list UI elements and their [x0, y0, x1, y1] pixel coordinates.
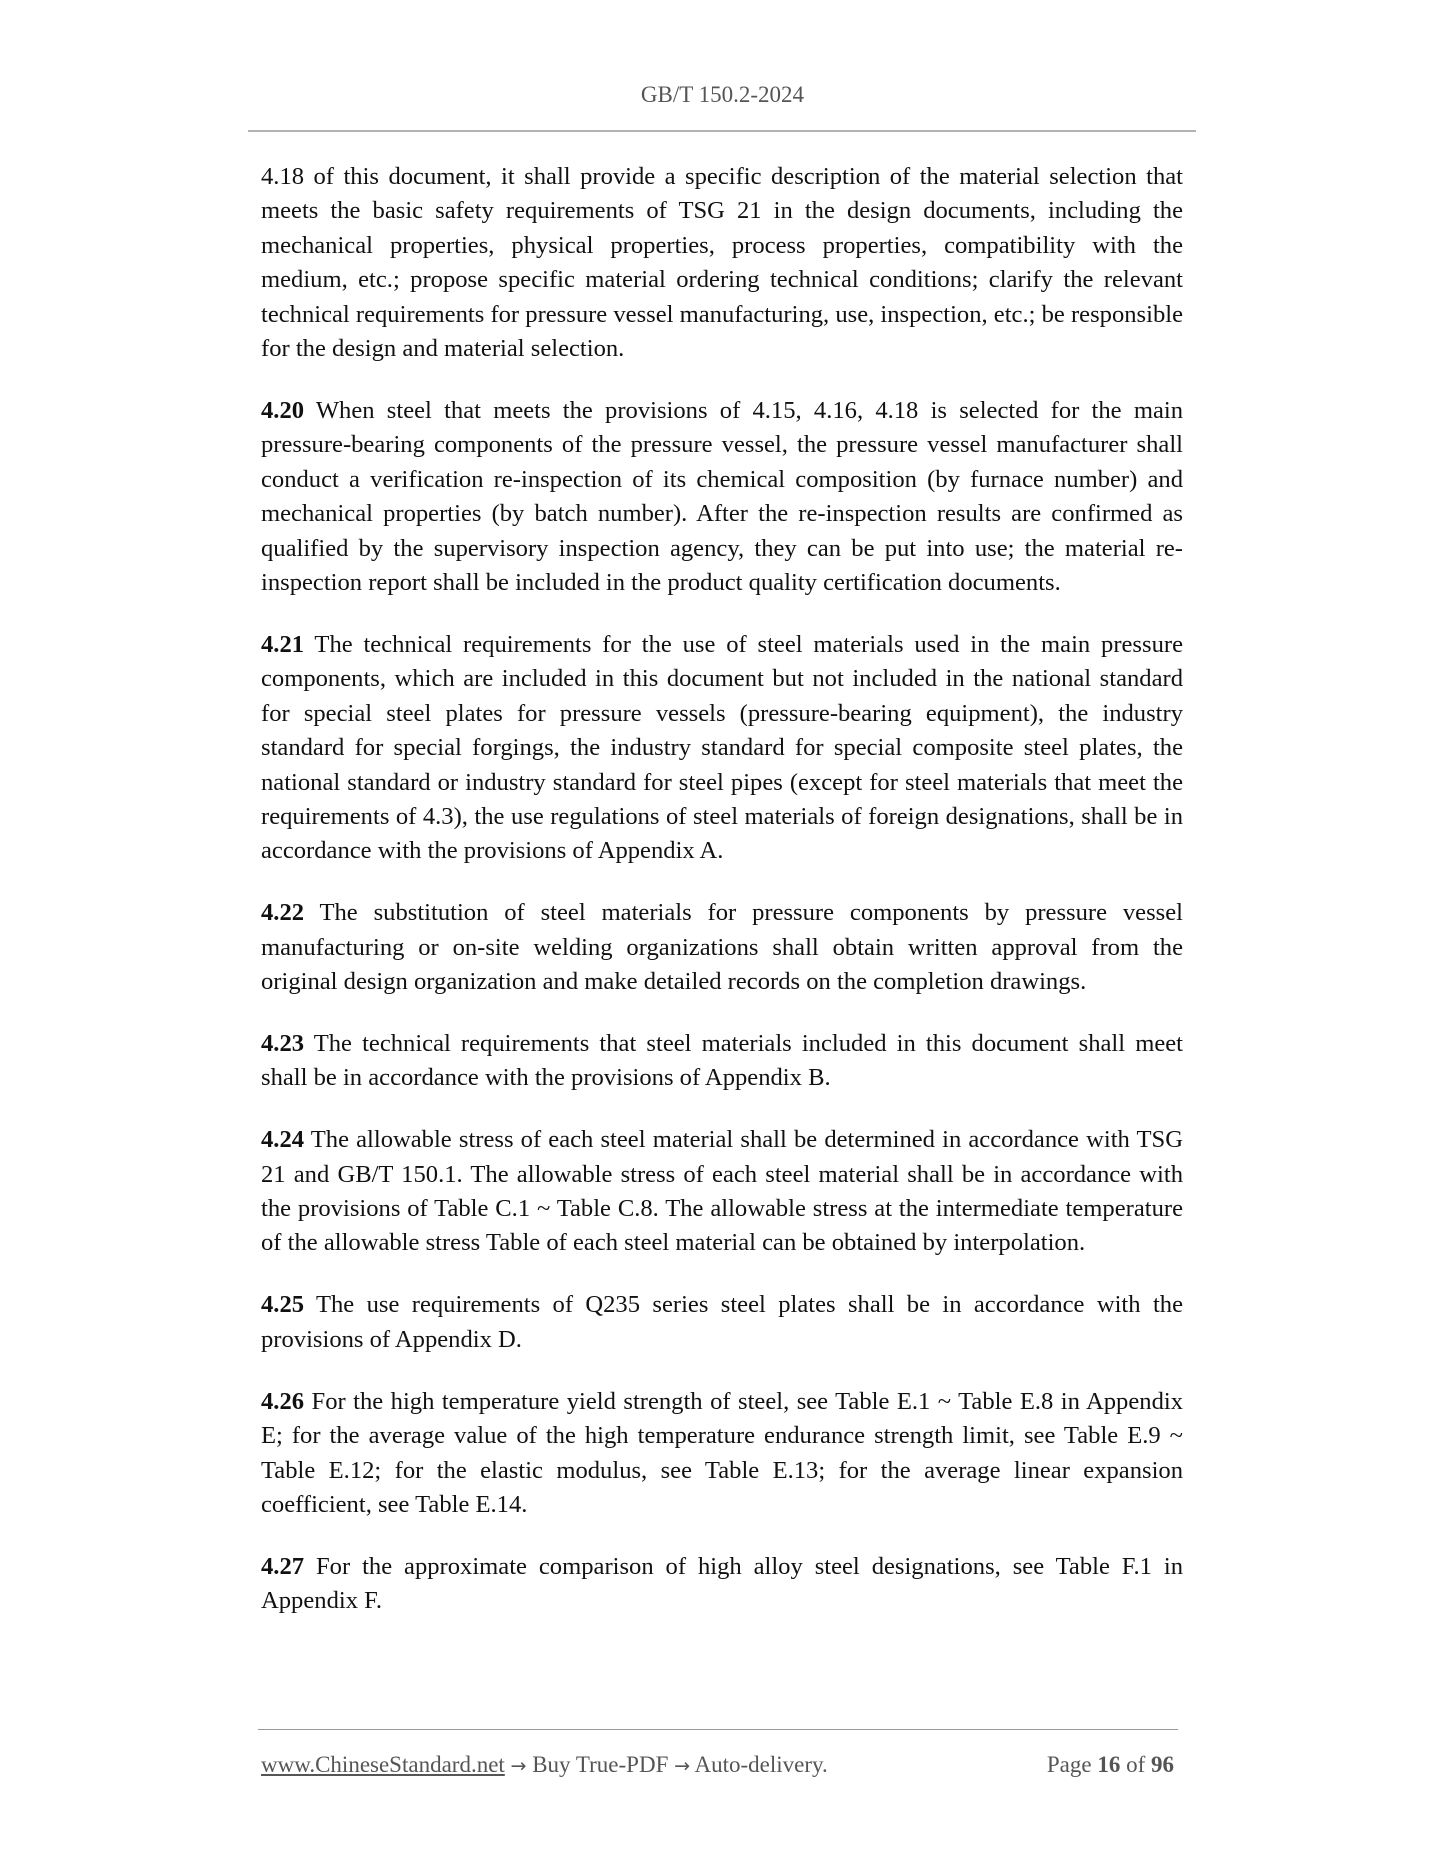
- page-current: 16: [1097, 1752, 1121, 1777]
- paragraph-text: 4.18 of this document, it shall provide a specific description of the material selection that meets the basic safety requirements of TSG 21 in the design documents, including the mechanical properties, physical properties, process properties, compatibility with the medium, etc.; propose specific material ordering technical conditions; clarify the relevant technical requirements for pressure vessel manufacturing, use, inspection, etc.; be responsible for the design and material selection.: [261, 163, 1183, 363]
- page-of-label: of: [1126, 1752, 1146, 1777]
- clause-text: When steel that meets the provisions of 4.15, 4.16, 4.18 is selected for the main pressure-bearing components of the pressure vessel, the pressure vessel manufacturer shall conduct a verification re-inspection of its chemical composition (by furnace number) and mechanical properties (by batch number). After the re-inspection results are confirmed as qualified by the supervisory inspection agency, they can be put into use; the material re-inspection report shall be included in the product quality certification documents.: [261, 396, 1183, 596]
- clause-number: 4.20: [261, 396, 305, 424]
- clause-4-22: [261, 896, 1183, 999]
- clause-4-20: [261, 394, 1183, 600]
- footer-promo: [261, 1752, 828, 1779]
- clause-4-27: [261, 1550, 1183, 1619]
- clause-number: 4.21: [261, 630, 305, 658]
- clause-text: The technical requirements for the use of steel materials used in the main pressure components, which are included in this document but not included in the national standard for special steel plates for pressure vessels (pressure-bearing equipment), the industry standard for special forgings, the industry standard for special composite steel plates, the national standard or industry standard for steel pipes (except for steel materials that meet the requirements of 4.3), the use regulations of steel materials of foreign designations, shall be in accordance with the provisions of Appendix A.: [261, 630, 1183, 865]
- clause-text: The technical requirements that steel materials included in this document shall meet shall be in accordance with the provisions of Appendix B.: [261, 1029, 1183, 1092]
- page-total: 96: [1151, 1752, 1174, 1777]
- paragraph-4-19-continued: [261, 160, 1183, 366]
- clause-number: 4.23: [261, 1029, 305, 1057]
- clause-text: For the approximate comparison of high alloy steel designations, see Table F.1 in Appendix F.: [261, 1552, 1183, 1615]
- clause-text: For the high temperature yield strength of steel, see Table E.1 ~ Table E.8 in Appendix E; for the average value of the high temperature endurance strength limit, see Table E.9 ~ Table E.12; for the elastic modulus, see Table E.13; for the average linear expansion coefficient, see Table E.14.: [261, 1387, 1183, 1518]
- document-header-title: GB/T 150.2-2024: [640, 82, 805, 107]
- clause-number: 4.24: [261, 1126, 305, 1154]
- auto-delivery-text: Auto-delivery.: [694, 1752, 828, 1777]
- arrow-right-icon: →: [674, 1755, 691, 1777]
- clause-4-24: [261, 1123, 1183, 1261]
- header-divider: [248, 130, 1196, 132]
- arrow-right-icon: →: [510, 1755, 527, 1777]
- clause-text: The use requirements of Q235 series steel plates shall be in accordance with the provisions of Appendix D.: [261, 1291, 1183, 1353]
- chinesestandard-link[interactable]: www.ChineseStandard.net: [261, 1752, 505, 1777]
- document-body: [261, 160, 1183, 1646]
- clause-4-23: [261, 1027, 1183, 1096]
- clause-number: 4.26: [261, 1387, 305, 1415]
- buy-true-pdf-text: Buy True-PDF: [532, 1752, 669, 1777]
- footer-divider: [258, 1729, 1178, 1730]
- clause-number: 4.25: [261, 1291, 305, 1319]
- clause-text: The substitution of steel materials for pressure components by pressure vessel manufacturing or on-site welding organizations shall obtain written approval from the original design organization and make detailed records on the completion drawings.: [261, 899, 1183, 996]
- page-number: [1047, 1752, 1174, 1778]
- clause-4-21: [261, 628, 1183, 869]
- clause-text: The allowable stress of each steel material shall be determined in accordance with TSG 21 and GB/T 150.1. The allowable stress of each steel material shall be in accordance with the provisions of Table C.1 ~ Table C.8. The allowable stress at the intermediate temperature of the allowable stress Table of each steel material can be obtained by interpolation.: [261, 1126, 1183, 1257]
- clause-number: 4.27: [261, 1552, 305, 1580]
- clause-4-26: [261, 1385, 1183, 1523]
- clause-4-25: [261, 1288, 1183, 1357]
- clause-number: 4.22: [261, 899, 305, 927]
- page-label: Page: [1046, 1752, 1092, 1777]
